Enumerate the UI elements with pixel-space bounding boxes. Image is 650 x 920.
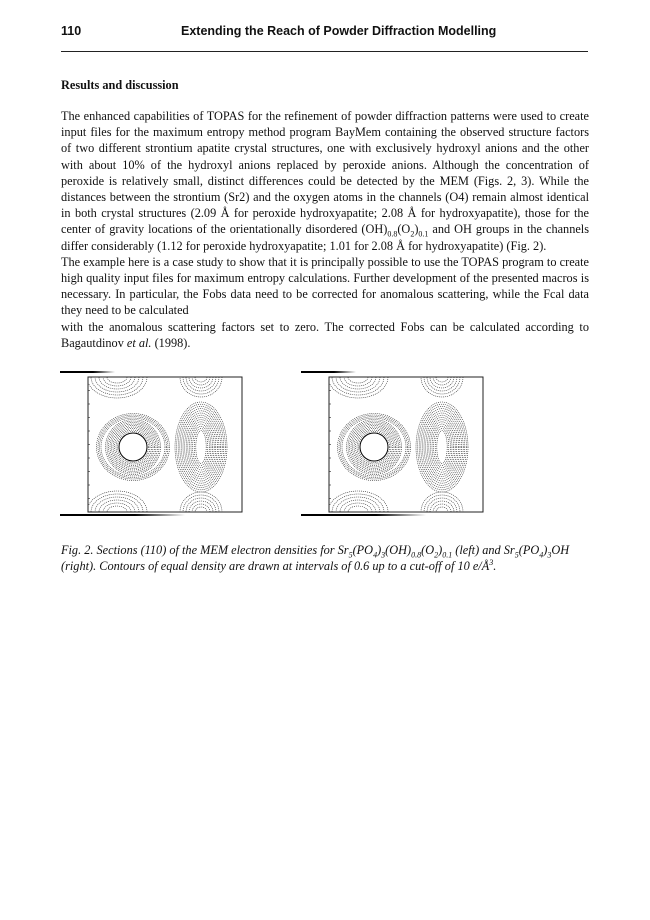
top-gradient-bar <box>301 371 356 373</box>
paragraph-2: The example here is a case study to show that it is principally possible to use the TOPAS program to create high quality input files for maximum entropy calculations. Further development of the presented macros is necessary. In particular, the Fobs data need to be corrected for anomalous scattering, while the Fcal data they need to be calculated <box>61 254 589 318</box>
body-text <box>61 108 589 351</box>
figure-left-contour-map <box>55 365 305 525</box>
running-title: Extending the Reach of Powder Diffraction Modelling <box>181 24 497 38</box>
atom-cutoff-circle <box>119 433 147 461</box>
paragraph-3: with the anomalous scattering factors set to zero. The corrected Fobs can be calculated according to Bagautdinov et al. (1998). <box>61 319 589 350</box>
bottom-gradient-bar <box>60 514 185 516</box>
figure-right-contour-map <box>296 365 546 525</box>
bottom-gradient-bar <box>301 514 426 516</box>
top-gradient-bar <box>60 371 115 373</box>
paragraph-1: The enhanced capabilities of TOPAS for the refinement of powder diffraction patterns were used to create input files for the maximum entropy method program BayMem containing the observed structure factors of two different strontium apatite crystal structures, one with exclusively hydroxyl anions and the other with about 10% of the hydroxyl anions replaced by peroxide anions. Although the concentration of peroxide is relatively small, distinct differences could be detected by the MEM (Figs. 2, 3). While the distances between the strontium (Sr2) and the oxygen atoms in the channels (O4) remain almost identical in both crystal structures (2.09 Å for peroxide hydroxyapatite; 2.08 Å for hydroxyapatite), those for the center of gravity locations of the orientationally disordered $(OH)_{0.8}(O_2)_{0.1}$ and OH groups in the channels differ considerably (1.12 for peroxide hydroxyapatite; 1.01 for 2.08 Å for hydroxyapatite) (Fig. 2). <box>61 109 590 253</box>
page-number: 110 <box>61 24 82 38</box>
header-rule <box>61 51 588 52</box>
running-header <box>61 24 588 44</box>
atom-cutoff-circle <box>360 433 388 461</box>
section-title: Results and discussion <box>61 78 179 92</box>
figure-caption: Fig. 2. Sections (110) of the MEM electron densities for $Sr_5(PO_4)_3(OH)_{0.8}(O_2)_{0.1}$ (left) and $Sr_5(PO_4)_3OH$ (right). Contours of equal density are drawn at intervals of 0.6 up to a cut-off of 10 $e/Å^3$. <box>61 543 570 573</box>
